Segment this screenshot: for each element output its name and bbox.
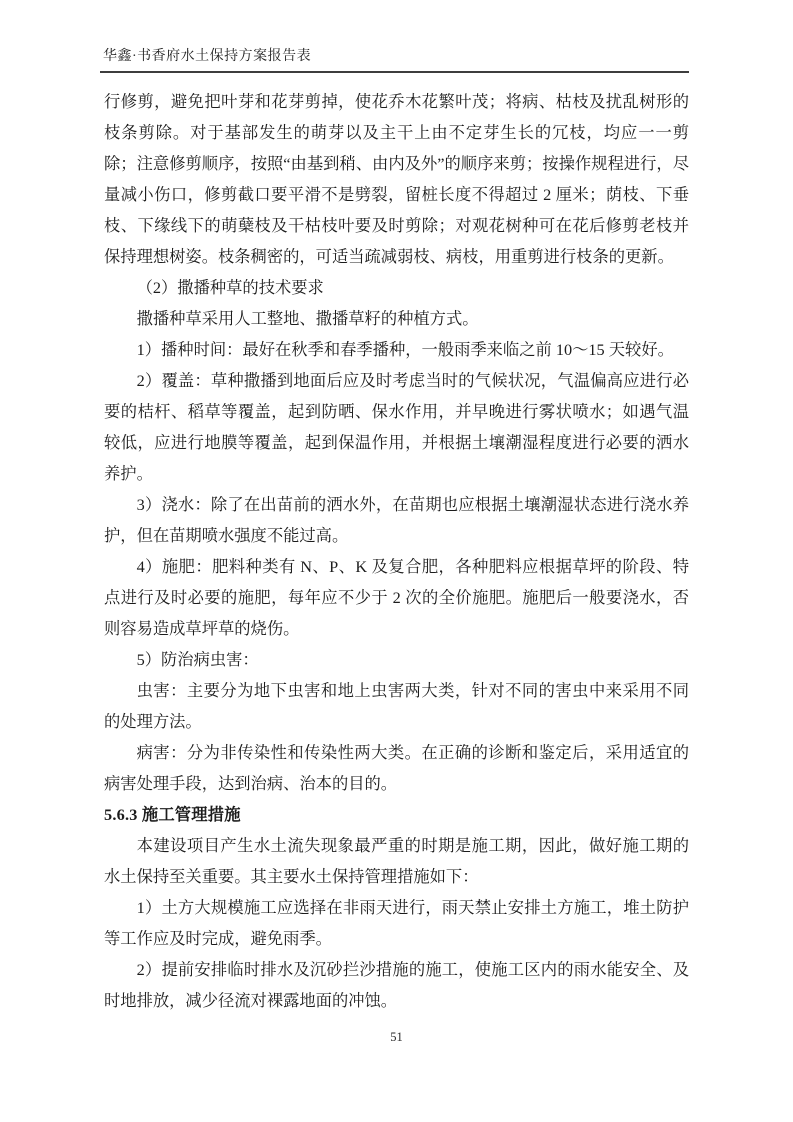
paragraph: 3）浇水：除了在出苗前的洒水外，在苗期也应根据土壤潮湿状态进行浇水养护，但在苗期喷水强度不能过高。 (104, 495, 689, 545)
paragraph: 4）施肥：肥料种类有 N、P、K 及复合肥，各种肥料应根据草坪的阶段、特点进行及时必要的施肥，每年应不少于 2 次的全价施肥。施肥后一般要浇水，否则容易造成草坪草的烧伤。 (104, 557, 689, 638)
paragraph: 病害：分为非传染性和传染性两大类。在正确的诊断和鉴定后，采用适宜的病害处理手段，达到治病、治本的目的。 (104, 743, 689, 793)
section-heading: 5.6.3 施工管理措施 (104, 805, 241, 824)
paragraph: 2）提前安排临时排水及沉砂拦沙措施的施工，使施工区内的雨水能安全、及时地排放，减少径流对裸露地面的冲蚀。 (104, 960, 689, 1010)
page-header (103, 46, 689, 68)
paragraph: 2）覆盖：草种撒播到地面后应及时考虑当时的气候状况，气温偏高应进行必要的桔杆、稻草等覆盖，起到防晒、保水作用，并早晚进行雾状喷水；如遇气温较低，应进行地膜等覆盖，起到保温作用，并根据土壤潮湿程度进行必要的洒水养护。 (104, 371, 689, 483)
page-footer (0, 1028, 793, 1046)
paragraph: 行修剪，避免把叶芽和花芽剪掉，使花乔木花繁叶茂；将病、枯枝及扰乱树形的枝条剪除。对于基部发生的萌芽以及主干上由不定芽生长的冗枝，均应一一剪除；注意修剪顺序，按照“由基到稍、由内及外”的顺序来剪；按操作规程进行，尽量减小伤口，修剪截口要平滑不是劈裂，留桩长度不得超过 2 厘米；荫枝、下垂枝、下缘线下的萌蘖枝及干枯枝叶要及时剪除；对观花树种可在花后修剪老枝并保持理想树姿。枝条稠密的，可适当疏减弱枝、病枝，用重剪进行枝条的更新。 (104, 92, 689, 266)
paragraph: 1）播种时间：最好在秋季和春季播种，一般雨季来临之前 10～15 天较好。 (136, 340, 674, 359)
paragraph: 本建设项目产生水土流失现象最严重的时期是施工期，因此，做好施工期的水土保持至关重要。其主要水土保持管理措施如下： (104, 836, 689, 886)
paragraph: 撒播种草采用人工整地、撒播草籽的种植方式。 (136, 309, 479, 328)
page-number: 51 (390, 1030, 403, 1044)
paragraph: 5）防治病虫害： (136, 650, 259, 669)
paragraph: 1）土方大规模施工应选择在非雨天进行，雨天禁止安排土方施工，堆土防护等工作应及时完成，避免雨季。 (104, 898, 689, 948)
document-body (104, 86, 689, 1016)
paragraph: 虫害：主要分为地下虫害和地上虫害两大类，针对不同的害虫中来采用不同的处理方法。 (104, 681, 689, 731)
header-title: 华鑫·书香府水土保持方案报告表 (103, 49, 312, 64)
header-rule (100, 71, 689, 73)
paragraph: （2）撒播种草的技术要求 (136, 278, 324, 297)
